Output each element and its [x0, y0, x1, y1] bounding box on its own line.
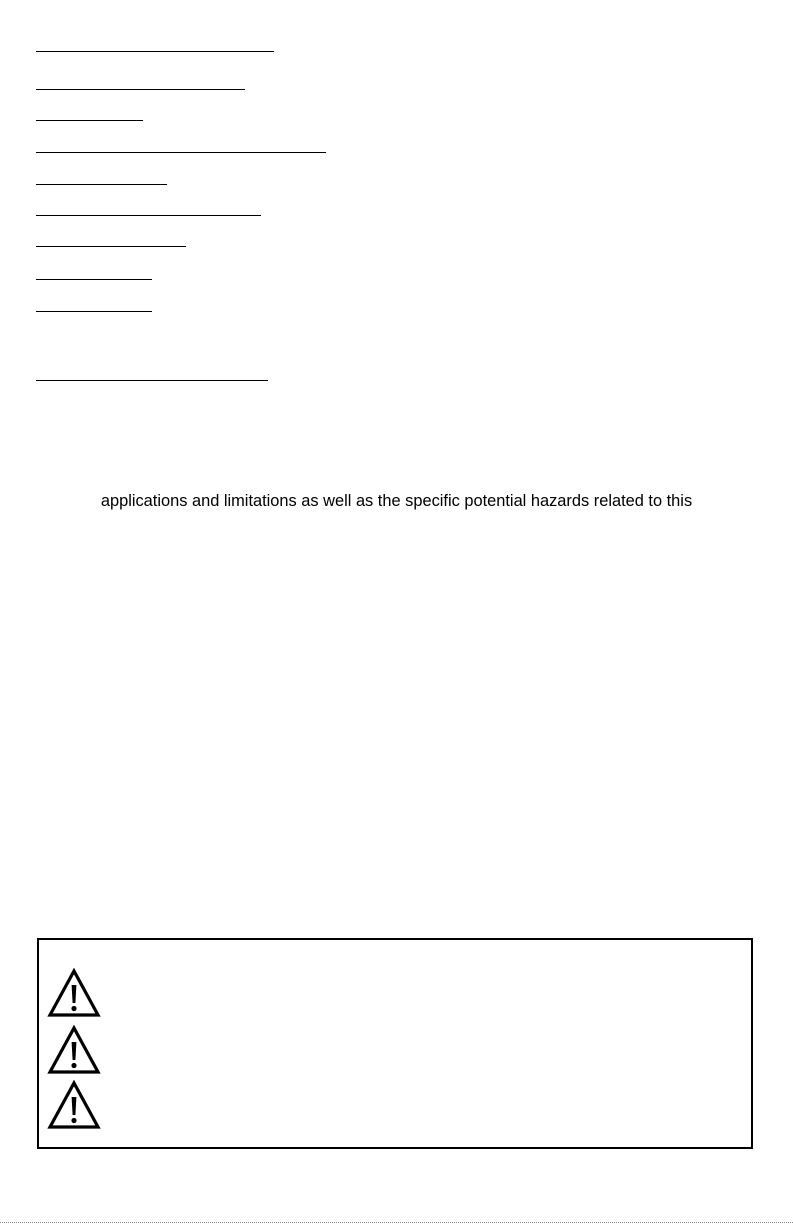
warning-triangle-icon: [47, 1025, 101, 1075]
toc-entry-line[interactable]: [36, 89, 245, 90]
toc-entry-line[interactable]: [36, 311, 152, 312]
page-bottom-divider: [0, 1222, 793, 1223]
toc-entry-line[interactable]: [36, 246, 186, 247]
toc-entry-line[interactable]: [36, 120, 143, 121]
toc-entry-line[interactable]: [36, 380, 268, 381]
body-paragraph-line: applications and limitations as well as the specific potential hazards related to this: [100, 492, 693, 510]
toc-entry-line[interactable]: [36, 152, 326, 153]
warning-triangle-icon: [47, 1080, 101, 1130]
warning-triangle-icon: [47, 968, 101, 1018]
toc-entry-line[interactable]: [36, 51, 274, 52]
toc-entry-line[interactable]: [36, 184, 167, 185]
warning-box: [37, 938, 753, 1149]
toc-entry-line[interactable]: [36, 279, 152, 280]
toc-entry-line[interactable]: [36, 215, 261, 216]
